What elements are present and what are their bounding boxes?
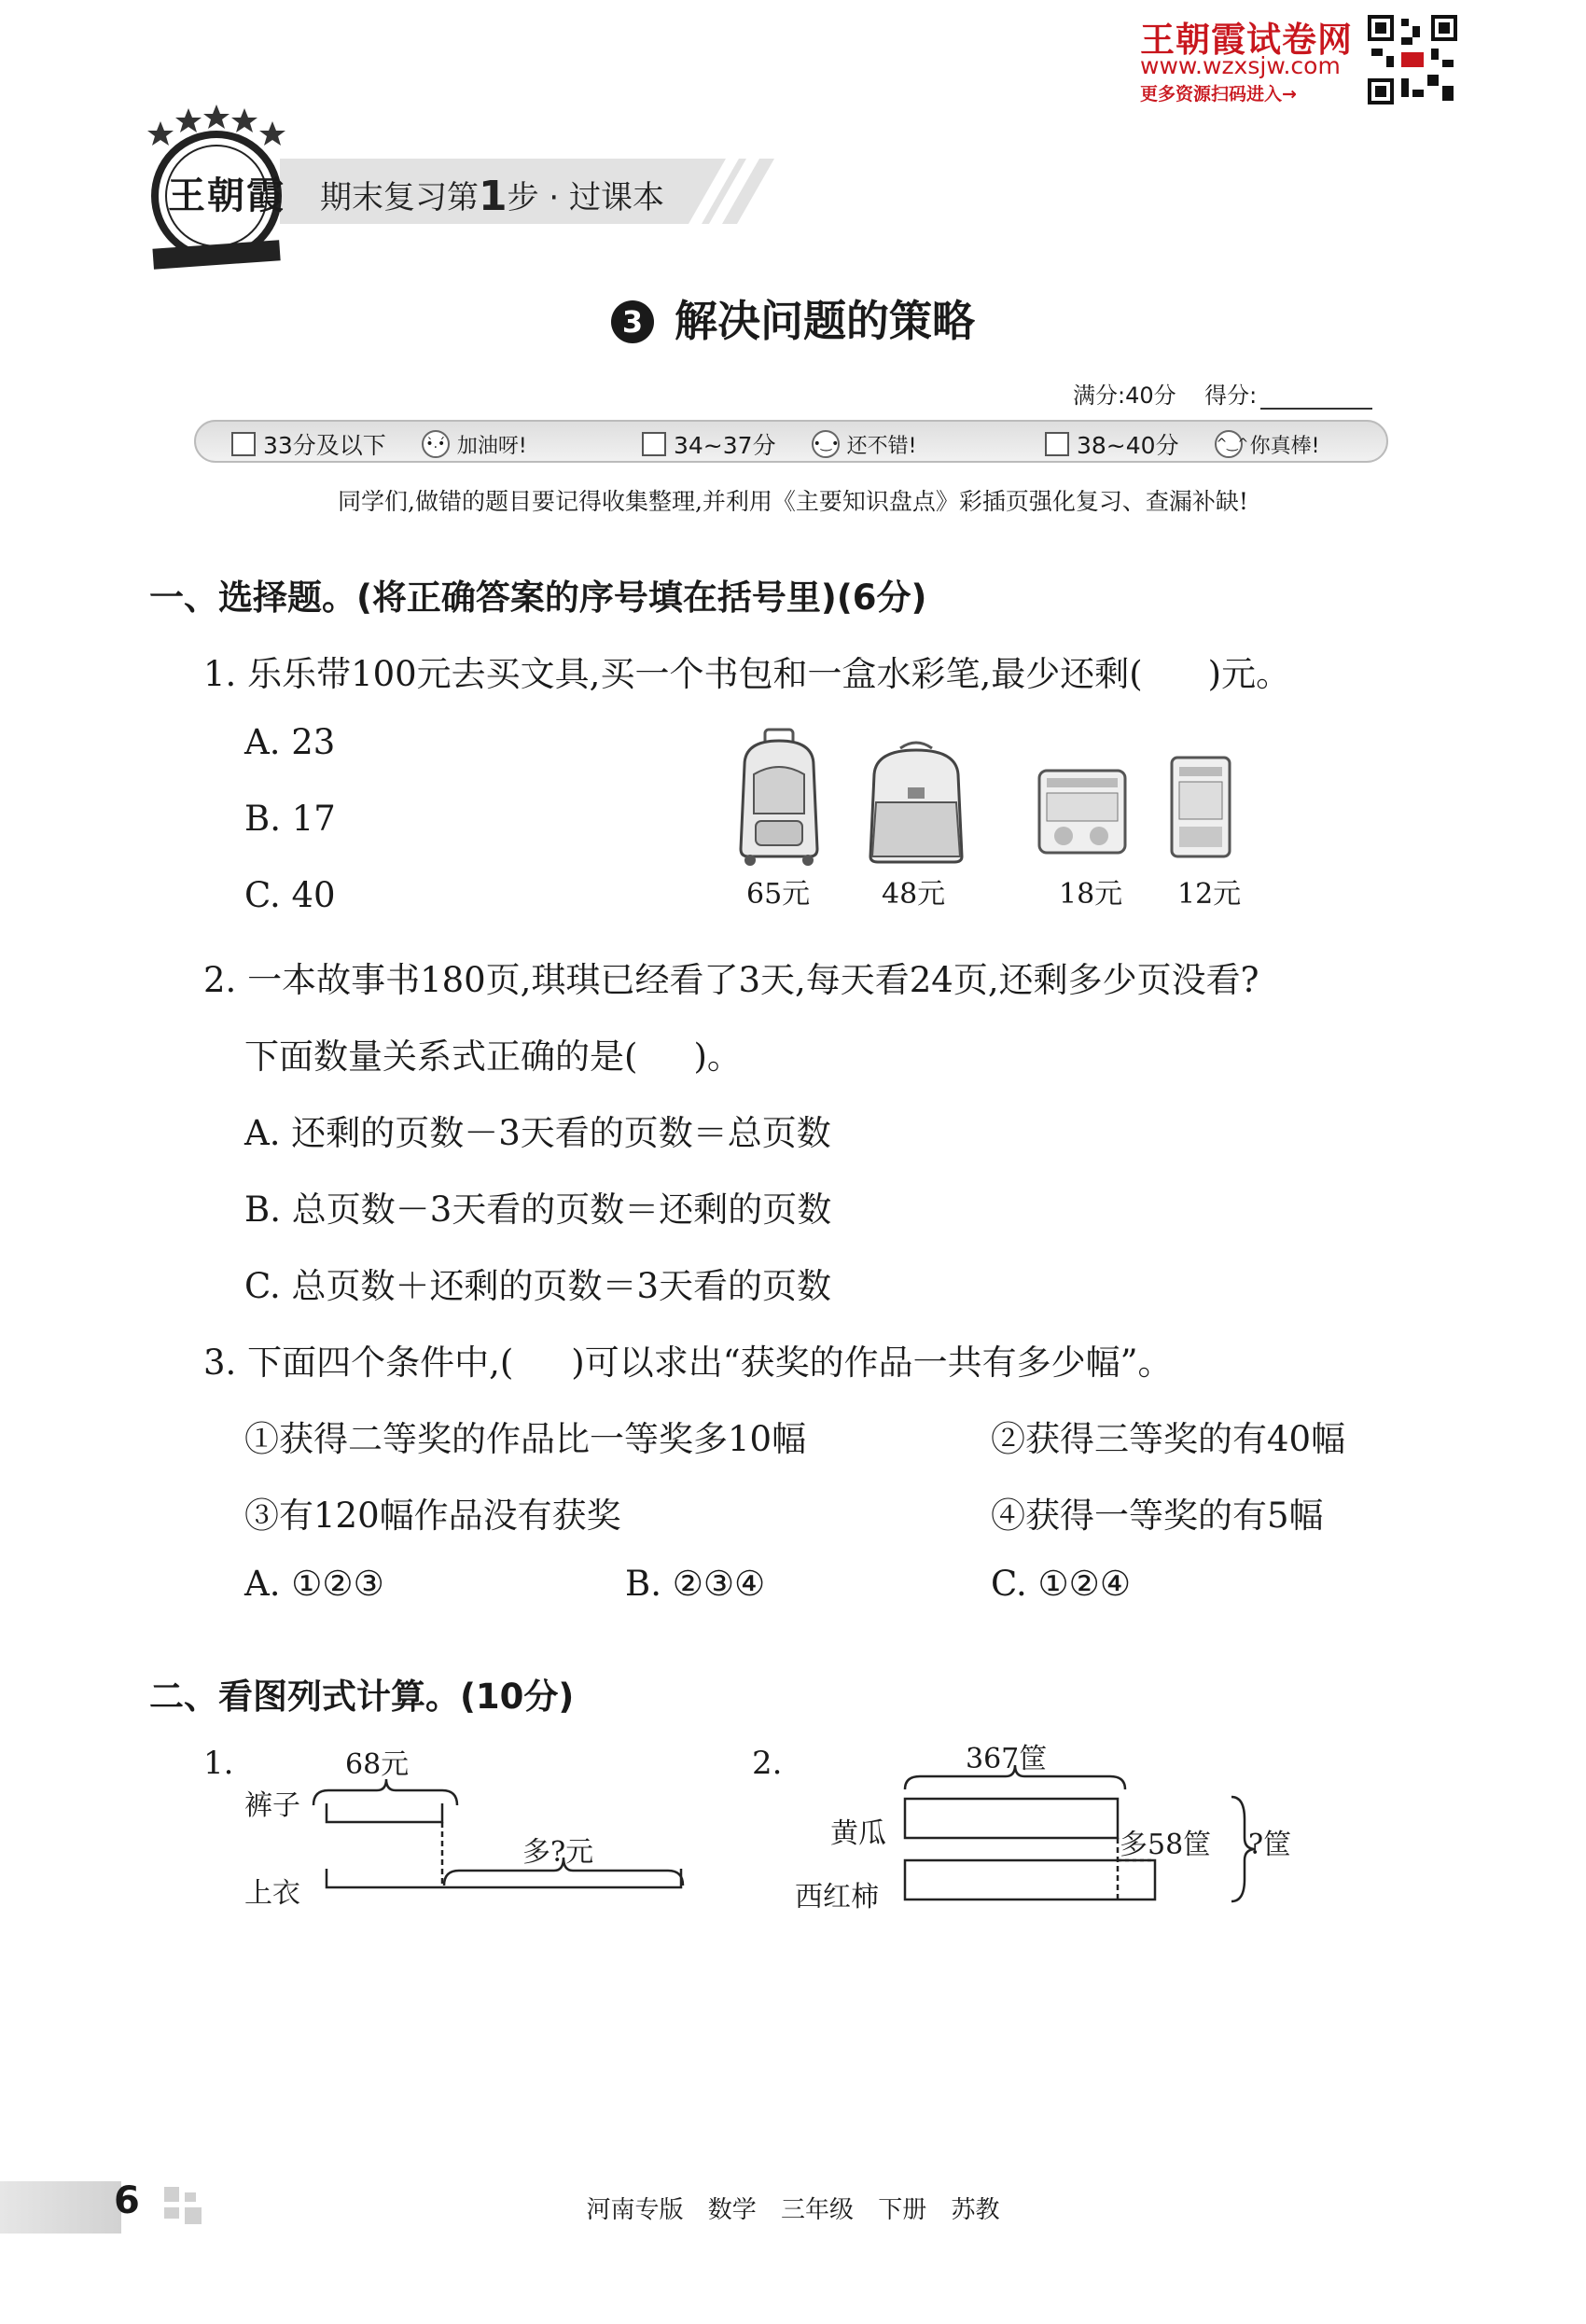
rolling-backpack-icon <box>728 728 830 868</box>
p2-number: 2. <box>752 1745 783 1782</box>
rating-checkbox[interactable] <box>1045 432 1069 456</box>
section1-title: 一、选择题。(将正确答案的序号填在括号里)(6分) <box>149 578 927 618</box>
rating-bar <box>194 420 1388 463</box>
p1-top-label: 68元 <box>345 1748 410 1781</box>
watercolor-pen-box-small-icon <box>1168 754 1233 860</box>
title-text: 解决问题的策略 <box>675 296 975 346</box>
logo-text: 王朝霞 <box>168 174 285 217</box>
happy-face-icon: ^‿^ <box>1215 430 1243 458</box>
p2-top-brace <box>905 1765 1125 1789</box>
smile-face-icon: •‿• <box>812 430 840 458</box>
score-blank[interactable] <box>1260 387 1372 410</box>
p1-number: 1. <box>203 1745 234 1782</box>
price-pen-box-small: 12元 <box>1177 878 1242 911</box>
q3-condition-3: ③有120幅作品没有获奖 <box>244 1496 621 1536</box>
price-backpack: 48元 <box>882 878 946 911</box>
p1-more-brace <box>444 1858 683 1886</box>
q3-option-b[interactable]: B. ②③④ <box>625 1564 766 1604</box>
q3-condition-4: ④获得一等奖的有5幅 <box>991 1496 1324 1536</box>
p1-segment-diagram <box>308 1768 700 1908</box>
q2-option-b[interactable]: B. 总页数－3天看的页数＝还剩的页数 <box>244 1190 832 1230</box>
rating-item-mid: 34~37分 •‿• 还不错! <box>642 427 916 461</box>
got-score-label: 得分: <box>1204 383 1258 409</box>
header-step-label: 期末复习第1步 · 过课本 <box>320 173 665 220</box>
page-title <box>0 287 1586 349</box>
page-number: 6 <box>114 2179 140 2222</box>
brand-more-link[interactable]: 更多资源扫码进入→ <box>1140 84 1297 104</box>
rating-item-high: 38~40分 ^‿^ 你真棒! <box>1045 427 1319 461</box>
p1-top-brace <box>313 1779 457 1805</box>
brand-name: 王朝霞试卷网 <box>1140 20 1353 60</box>
q1-option-c[interactable]: C. 40 <box>244 875 336 915</box>
score-line <box>1073 377 1372 410</box>
p2-row1-bar <box>905 1799 1118 1838</box>
p2-row2-label: 西红柿 <box>795 1881 879 1913</box>
q3-option-a[interactable]: A. ①②③ <box>244 1564 384 1604</box>
q3-condition-2: ②获得三等奖的有40幅 <box>991 1419 1346 1459</box>
price-rolling-backpack: 65元 <box>746 878 811 911</box>
p2-top-label: 367筐 <box>966 1743 1048 1775</box>
q2-stem-line2: 下面数量关系式正确的是( )。 <box>244 1037 742 1077</box>
q2-stem-line1: 2. 一本故事书180页,琪琪已经看了3天,每天看24页,还剩多少页没看? <box>203 960 1259 1000</box>
header-step-number: 1 <box>479 173 508 220</box>
p2-row1-label: 黄瓜 <box>830 1817 886 1850</box>
brand-url[interactable]: www.wzxsjw.com <box>1140 52 1341 79</box>
q1-stem: 1. 乐乐带100元去买文具,买一个书包和一盒水彩笔,最少还剩( )元。 <box>203 654 1291 694</box>
section2-title: 二、看图列式计算。(10分) <box>149 1677 575 1717</box>
rating-item-low: 33分及以下 •̀.•́ 加油呀! <box>231 427 527 461</box>
p2-more-label: 多58筐 <box>1120 1829 1212 1861</box>
q1-option-a[interactable]: A. 23 <box>244 722 336 762</box>
price-pen-box-large: 18元 <box>1059 878 1123 911</box>
q2-option-c[interactable]: C. 总页数＋还剩的页数＝3天看的页数 <box>244 1266 832 1306</box>
p1-row1-bar <box>327 1803 442 1822</box>
p2-segment-diagram <box>896 1763 1287 1913</box>
p2-total-brace <box>1231 1797 1256 1901</box>
backpack-icon <box>863 737 970 868</box>
watercolor-pen-box-large-icon <box>1036 765 1129 858</box>
cheer-face-icon: •̀.•́ <box>422 430 450 458</box>
rating-checkbox[interactable] <box>231 432 256 456</box>
q3-stem: 3. 下面四个条件中,( )可以求出“获奖的作品一共有多少幅”。 <box>203 1343 1173 1383</box>
p2-total-label: ?筐 <box>1248 1829 1292 1861</box>
title-number-badge: 3 <box>611 300 654 343</box>
p1-row1-label: 裤子 <box>244 1789 300 1822</box>
q1-option-b[interactable]: B. 17 <box>244 799 336 839</box>
full-score-label: 满分:40分 <box>1073 383 1176 409</box>
p1-row2-label: 上衣 <box>244 1877 300 1910</box>
q2-option-a[interactable]: A. 还剩的页数－3天看的页数＝总页数 <box>244 1113 831 1153</box>
qr-code-icon[interactable] <box>1368 15 1457 104</box>
footer-edition: 河南专版 数学 三年级 下册 苏教 <box>586 2196 1000 2224</box>
rating-checkbox[interactable] <box>642 432 666 456</box>
q3-option-c[interactable]: C. ①②④ <box>991 1564 1132 1604</box>
q3-condition-1: ①获得二等奖的作品比一等奖多10幅 <box>244 1419 807 1459</box>
p1-more-label: 多?元 <box>522 1836 594 1869</box>
reminder-text: 同学们,做错的题目要记得收集整理,并利用《主要知识盘点》彩插页强化复习、查漏补缺! <box>338 488 1248 515</box>
